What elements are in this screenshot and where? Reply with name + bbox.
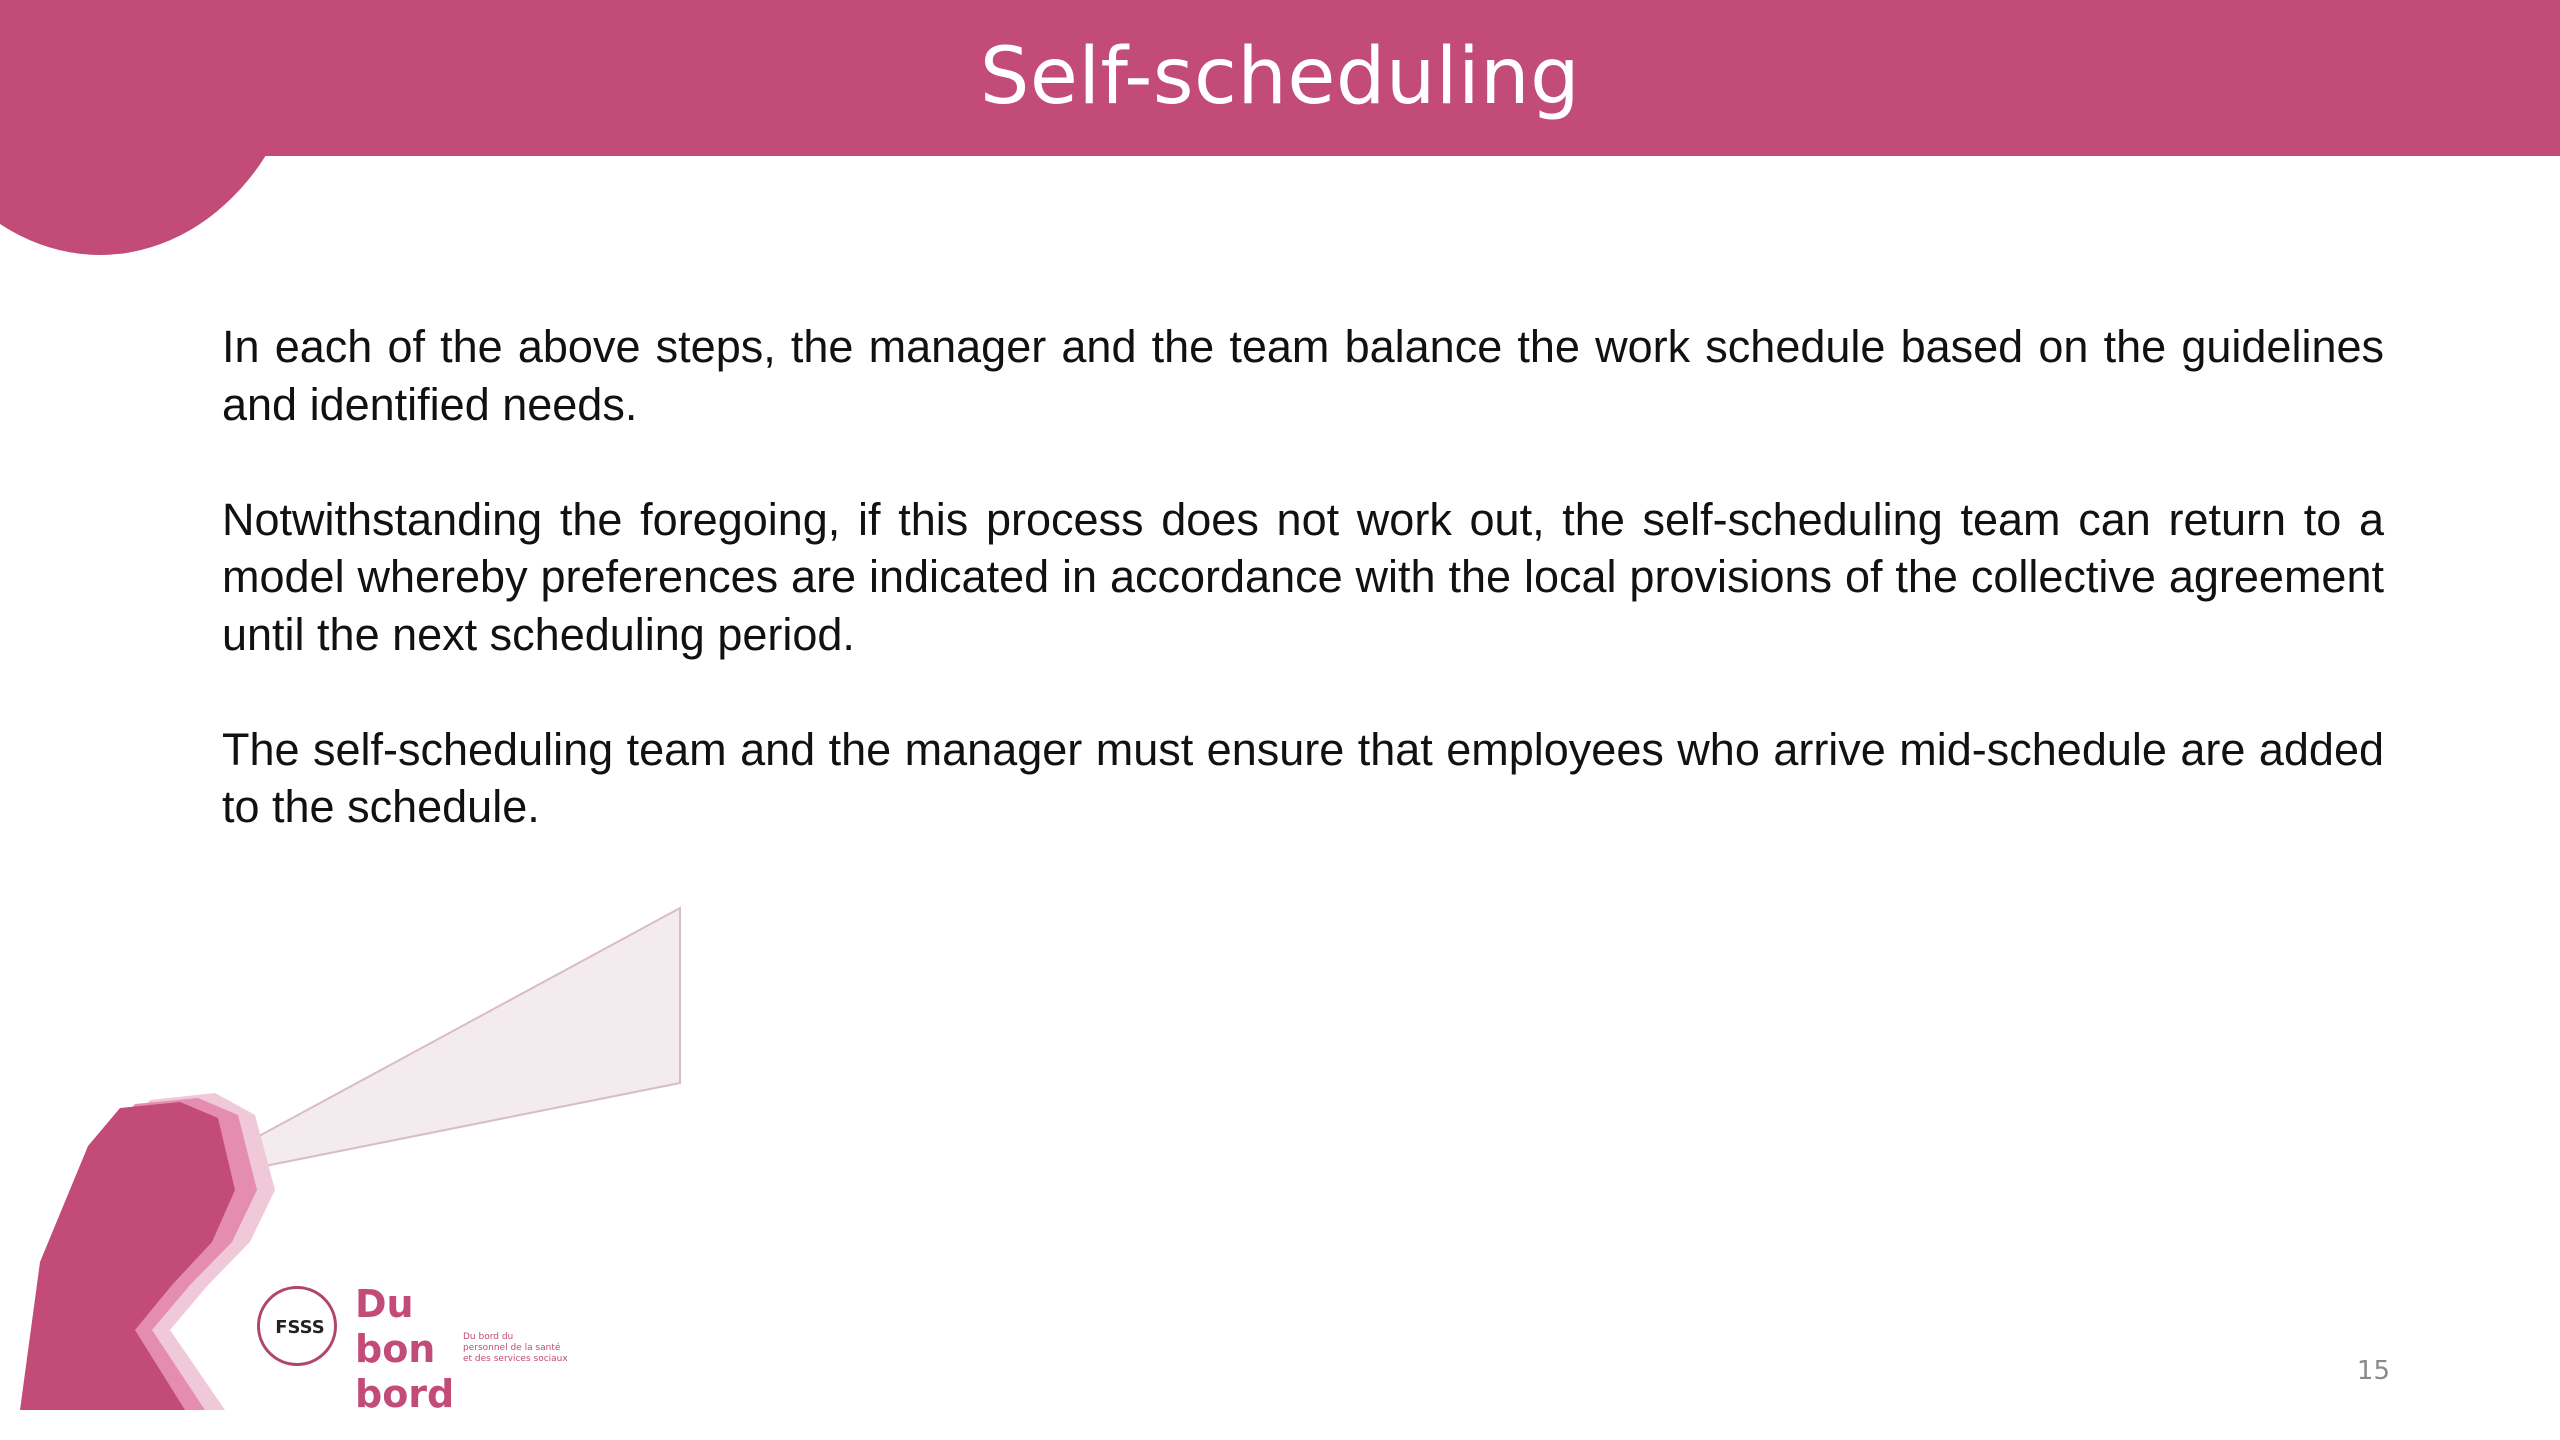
logo-tagline-line1: Du bord du: [463, 1332, 514, 1342]
paragraph-fallback-model: Notwithstanding the foregoing, if this process does not work out, the self-scheduling team can return to a model whereby preferences are indicated in accordance with the local provisions of the collective agreement until the next scheduling period.: [222, 493, 2384, 660]
paragraph-steps-balance: In each of the above steps, the manager and the team balance the work schedule based on the guidelines and identified needs.: [222, 321, 2384, 430]
logo-tagline-line3: et des services sociaux: [463, 1354, 568, 1364]
paragraph-mid-schedule-employees: The self-scheduling team and the manager must ensure that employees who arrive mid-schedule are added to the schedule.: [222, 723, 2384, 832]
logo-tagline-line2: personnel de la santé: [463, 1343, 561, 1353]
logo-title-line1: Du bon: [355, 1282, 436, 1371]
logo-tagline: [463, 1332, 593, 1365]
logo-title-line2: bord: [355, 1372, 455, 1416]
slide-title: Self-scheduling: [979, 32, 1581, 122]
page-number: 15: [2356, 1356, 2390, 1386]
slide-body: [222, 318, 2384, 893]
emblem-mark: FSSS: [275, 1317, 325, 1338]
union-emblem-icon: [257, 1286, 337, 1366]
du-bon-bord-logo: [255, 1282, 595, 1416]
